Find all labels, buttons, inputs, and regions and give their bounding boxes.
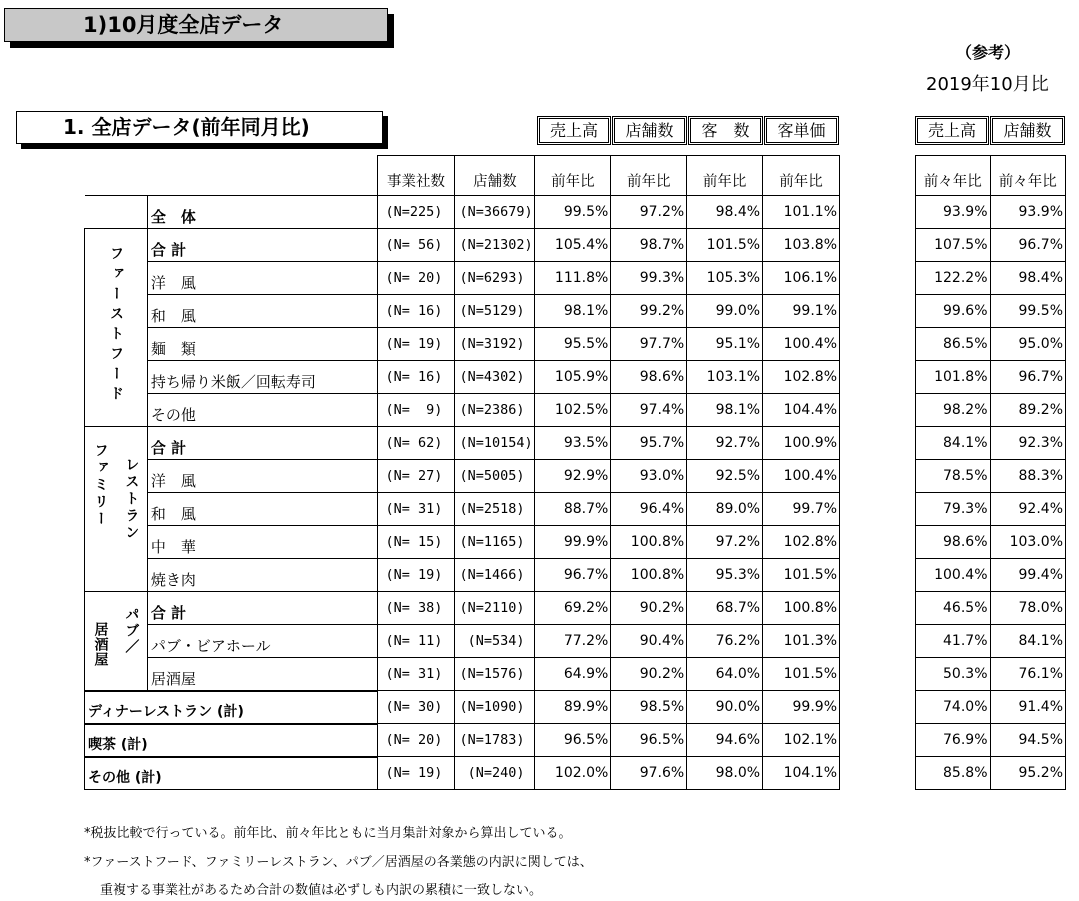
- table-row: [85, 295, 840, 328]
- cell-stores-2y: 99.5%: [990, 295, 1066, 328]
- col-header: 前年比: [763, 156, 840, 196]
- col-header: 前年比: [611, 156, 687, 196]
- cell-sales-2y: 46.5%: [916, 592, 991, 625]
- cell-sales: 105.9%: [535, 361, 611, 394]
- cell-sales: 89.9%: [535, 691, 611, 724]
- cell-stores-2y: 91.4%: [990, 691, 1066, 724]
- cell-customers: 99.0%: [687, 295, 763, 328]
- cell-sales: 111.8%: [535, 262, 611, 295]
- cell-stores-2y: 78.0%: [990, 592, 1066, 625]
- side-header-box-sales: 売上高: [915, 116, 989, 145]
- row-label: 持ち帰り米飯／回転寿司: [147, 361, 377, 394]
- cell-stores: (N=240): [455, 757, 535, 790]
- cell-customers: 89.0%: [687, 493, 763, 526]
- cell-unit-price: 103.8%: [763, 229, 840, 262]
- row-label: 全 体: [147, 196, 377, 229]
- row-label: 居酒屋: [147, 658, 377, 691]
- cell-sales: 105.4%: [535, 229, 611, 262]
- table-row: [85, 592, 840, 625]
- cell-stores: (N=10154): [455, 427, 535, 460]
- cell-stores-2y: 103.0%: [990, 526, 1066, 559]
- cell-sales-2y: 41.7%: [916, 625, 991, 658]
- cell-stores: (N=1090): [455, 691, 535, 724]
- cell-sales-2y: 84.1%: [916, 427, 991, 460]
- cell-customers: 98.0%: [687, 757, 763, 790]
- cell-companies: (N= 16): [377, 295, 455, 328]
- cell-customers: 68.7%: [687, 592, 763, 625]
- cell-sales: 64.9%: [535, 658, 611, 691]
- cell-sales: 88.7%: [535, 493, 611, 526]
- cell-sales-2y: 98.6%: [916, 526, 991, 559]
- table-row: [85, 196, 840, 229]
- cell-stores: (N=6293): [455, 262, 535, 295]
- section-title: 1. 全店データ(前年同月比): [16, 111, 383, 144]
- cell-stores: (N=1576): [455, 658, 535, 691]
- cell-companies: (N= 19): [377, 328, 455, 361]
- row-label: 洋 風: [147, 460, 377, 493]
- side-table: [915, 155, 1066, 790]
- cell-stores: (N=1783): [455, 724, 535, 757]
- cell-unit-price: 99.1%: [763, 295, 840, 328]
- cell-store-count: 90.2%: [611, 658, 687, 691]
- cell-stores: (N=4302): [455, 361, 535, 394]
- table-row: [85, 625, 840, 658]
- cell-unit-price: 102.8%: [763, 526, 840, 559]
- row-label: 和 風: [147, 493, 377, 526]
- cell-sales: 98.1%: [535, 295, 611, 328]
- cell-sales: 77.2%: [535, 625, 611, 658]
- cell-stores-2y: 96.7%: [990, 361, 1066, 394]
- cell-stores-2y: 84.1%: [990, 625, 1066, 658]
- cell-sales: 93.5%: [535, 427, 611, 460]
- cell-sales-2y: 74.0%: [916, 691, 991, 724]
- cell-store-count: 93.0%: [611, 460, 687, 493]
- cell-companies: (N= 56): [377, 229, 455, 262]
- row-label: 合 計: [147, 592, 377, 625]
- cell-store-count: 98.6%: [611, 361, 687, 394]
- header-box-customers: 客 数: [688, 116, 763, 145]
- header-box-sales: 売上高: [537, 116, 611, 145]
- cell-sales-2y: 99.6%: [916, 295, 991, 328]
- cell-companies: (N= 19): [377, 559, 455, 592]
- group-label-fast-food: ファーストフード: [85, 229, 148, 427]
- cell-store-count: 90.4%: [611, 625, 687, 658]
- row-label: 合 計: [147, 229, 377, 262]
- cell-stores: (N=2110): [455, 592, 535, 625]
- cell-store-count: 95.7%: [611, 427, 687, 460]
- cell-sales-2y: 100.4%: [916, 559, 991, 592]
- col-header: 前年比: [687, 156, 763, 196]
- cell-stores-2y: 99.4%: [990, 559, 1066, 592]
- main-table: [84, 155, 840, 790]
- cell-companies: (N= 31): [377, 658, 455, 691]
- side-col-header: 前々年比: [916, 156, 991, 196]
- cell-sales-2y: 93.9%: [916, 196, 991, 229]
- cell-unit-price: 104.1%: [763, 757, 840, 790]
- row-label: 焼き肉: [147, 559, 377, 592]
- cell-sales: 102.5%: [535, 394, 611, 427]
- cell-sales: 96.7%: [535, 559, 611, 592]
- row-label: 合 計: [147, 427, 377, 460]
- cell-stores: (N=2386): [455, 394, 535, 427]
- cell-stores-2y: 95.0%: [990, 328, 1066, 361]
- cell-stores: (N=1466): [455, 559, 535, 592]
- cell-customers: 105.3%: [687, 262, 763, 295]
- cell-stores: (N=1165): [455, 526, 535, 559]
- cell-sales: 96.5%: [535, 724, 611, 757]
- cell-store-count: 99.3%: [611, 262, 687, 295]
- cell-companies: (N= 11): [377, 625, 455, 658]
- col-header: 前年比: [535, 156, 611, 196]
- cell-customers: 101.5%: [687, 229, 763, 262]
- cell-companies: (N= 31): [377, 493, 455, 526]
- cell-sales-2y: 107.5%: [916, 229, 991, 262]
- cell-stores: (N=534): [455, 625, 535, 658]
- cell-companies: (N= 15): [377, 526, 455, 559]
- cell-stores-2y: 95.2%: [990, 757, 1066, 790]
- cell-unit-price: 106.1%: [763, 262, 840, 295]
- cell-unit-price: 102.1%: [763, 724, 840, 757]
- row-label: その他 (計): [85, 757, 378, 790]
- table-row: [85, 328, 840, 361]
- cell-store-count: 98.5%: [611, 691, 687, 724]
- cell-stores-2y: 92.3%: [990, 427, 1066, 460]
- cell-customers: 92.7%: [687, 427, 763, 460]
- cell-customers: 98.4%: [687, 196, 763, 229]
- cell-unit-price: 99.7%: [763, 493, 840, 526]
- table-row: [85, 658, 840, 691]
- cell-sales-2y: 78.5%: [916, 460, 991, 493]
- cell-stores-2y: 89.2%: [990, 394, 1066, 427]
- cell-customers: 92.5%: [687, 460, 763, 493]
- cell-companies: (N= 27): [377, 460, 455, 493]
- table-row: [85, 394, 840, 427]
- cell-stores: (N=36679): [455, 196, 535, 229]
- header-box-stores: 店舗数: [612, 116, 687, 145]
- cell-stores: (N=21302): [455, 229, 535, 262]
- cell-unit-price: 104.4%: [763, 394, 840, 427]
- cell-unit-price: 101.1%: [763, 196, 840, 229]
- table-row: [85, 361, 840, 394]
- cell-stores-2y: 93.9%: [990, 196, 1066, 229]
- col-header: 店舗数: [455, 156, 535, 196]
- footnote: *ファーストフード、ファミリーレストラン、パブ／居酒屋の各業態の内訳に関しては、: [84, 855, 593, 870]
- cell-stores-2y: 96.7%: [990, 229, 1066, 262]
- table-row: [85, 724, 840, 757]
- cell-sales-2y: 50.3%: [916, 658, 991, 691]
- cell-customers: 103.1%: [687, 361, 763, 394]
- cell-stores: (N=5129): [455, 295, 535, 328]
- side-col-header: 前々年比: [990, 156, 1066, 196]
- footnote: *税抜比較で行っている。前年比、前々年比ともに当月集計対象から算出している。: [84, 826, 572, 841]
- table-row: [85, 757, 840, 790]
- row-label: パブ・ビアホール: [147, 625, 377, 658]
- row-label: その他: [147, 394, 377, 427]
- page-title: 1)10月度全店データ: [4, 8, 388, 42]
- header-box-unit-price: 客単価: [764, 116, 839, 145]
- cell-store-count: 100.8%: [611, 526, 687, 559]
- cell-stores-2y: 92.4%: [990, 493, 1066, 526]
- table-row: [85, 229, 840, 262]
- col-header: 事業社数: [377, 156, 455, 196]
- row-label: 喫茶 (計): [85, 724, 378, 757]
- row-label: 麺 類: [147, 328, 377, 361]
- cell-sales: 92.9%: [535, 460, 611, 493]
- cell-store-count: 97.6%: [611, 757, 687, 790]
- cell-unit-price: 100.4%: [763, 328, 840, 361]
- cell-unit-price: 100.8%: [763, 592, 840, 625]
- cell-customers: 95.3%: [687, 559, 763, 592]
- cell-sales: 95.5%: [535, 328, 611, 361]
- cell-unit-price: 101.5%: [763, 658, 840, 691]
- cell-stores-2y: 88.3%: [990, 460, 1066, 493]
- cell-sales-2y: 76.9%: [916, 724, 991, 757]
- cell-unit-price: 99.9%: [763, 691, 840, 724]
- table-row: [85, 427, 840, 460]
- cell-store-count: 90.2%: [611, 592, 687, 625]
- header-row: [85, 156, 840, 196]
- reference-label: （参考）: [956, 43, 1021, 62]
- cell-sales-2y: 79.3%: [916, 493, 991, 526]
- row-label: 和 風: [147, 295, 377, 328]
- cell-store-count: 96.5%: [611, 724, 687, 757]
- cell-customers: 94.6%: [687, 724, 763, 757]
- cell-store-count: 100.8%: [611, 559, 687, 592]
- cell-sales-2y: 101.8%: [916, 361, 991, 394]
- table-row: [85, 526, 840, 559]
- cell-companies: (N= 38): [377, 592, 455, 625]
- cell-unit-price: 100.9%: [763, 427, 840, 460]
- cell-store-count: 97.2%: [611, 196, 687, 229]
- table-row: [85, 262, 840, 295]
- cell-stores: (N=2518): [455, 493, 535, 526]
- cell-unit-price: 102.8%: [763, 361, 840, 394]
- cell-companies: (N= 30): [377, 691, 455, 724]
- table-row: [85, 691, 840, 724]
- cell-sales-2y: 85.8%: [916, 757, 991, 790]
- cell-companies: (N= 9): [377, 394, 455, 427]
- cell-store-count: 98.7%: [611, 229, 687, 262]
- cell-customers: 97.2%: [687, 526, 763, 559]
- cell-companies: (N= 16): [377, 361, 455, 394]
- cell-store-count: 97.7%: [611, 328, 687, 361]
- cell-customers: 76.2%: [687, 625, 763, 658]
- cell-companies: (N= 19): [377, 757, 455, 790]
- cell-customers: 90.0%: [687, 691, 763, 724]
- cell-sales-2y: 122.2%: [916, 262, 991, 295]
- cell-stores: (N=5005): [455, 460, 535, 493]
- cell-stores: (N=3192): [455, 328, 535, 361]
- row-label: 中 華: [147, 526, 377, 559]
- cell-stores-2y: 94.5%: [990, 724, 1066, 757]
- cell-companies: (N= 20): [377, 262, 455, 295]
- cell-sales-2y: 86.5%: [916, 328, 991, 361]
- group-label-family-restaurant: レストラン ファミリー: [85, 427, 148, 592]
- cell-sales: 102.0%: [535, 757, 611, 790]
- row-label: 洋 風: [147, 262, 377, 295]
- cell-customers: 98.1%: [687, 394, 763, 427]
- cell-sales: 99.9%: [535, 526, 611, 559]
- cell-companies: (N=225): [377, 196, 455, 229]
- cell-unit-price: 101.5%: [763, 559, 840, 592]
- cell-unit-price: 100.4%: [763, 460, 840, 493]
- footnote: 重複する事業社があるため合計の数値は必ずしも内訳の累積に一致しない。: [100, 883, 543, 898]
- side-header-box-stores: 店舗数: [990, 116, 1065, 145]
- cell-sales-2y: 98.2%: [916, 394, 991, 427]
- cell-store-count: 96.4%: [611, 493, 687, 526]
- cell-customers: 64.0%: [687, 658, 763, 691]
- table-row: [85, 460, 840, 493]
- cell-customers: 95.1%: [687, 328, 763, 361]
- cell-sales: 69.2%: [535, 592, 611, 625]
- cell-unit-price: 101.3%: [763, 625, 840, 658]
- cell-stores-2y: 98.4%: [990, 262, 1066, 295]
- cell-companies: (N= 62): [377, 427, 455, 460]
- row-label: ディナーレストラン (計): [85, 691, 378, 724]
- reference-period: 2019年10月比: [926, 74, 1049, 95]
- cell-store-count: 97.4%: [611, 394, 687, 427]
- cell-store-count: 99.2%: [611, 295, 687, 328]
- cell-sales: 99.5%: [535, 196, 611, 229]
- cell-companies: (N= 20): [377, 724, 455, 757]
- table-row: [85, 559, 840, 592]
- table-row: [85, 493, 840, 526]
- group-label-pub: パブ／ 居酒屋: [85, 592, 148, 691]
- cell-stores-2y: 76.1%: [990, 658, 1066, 691]
